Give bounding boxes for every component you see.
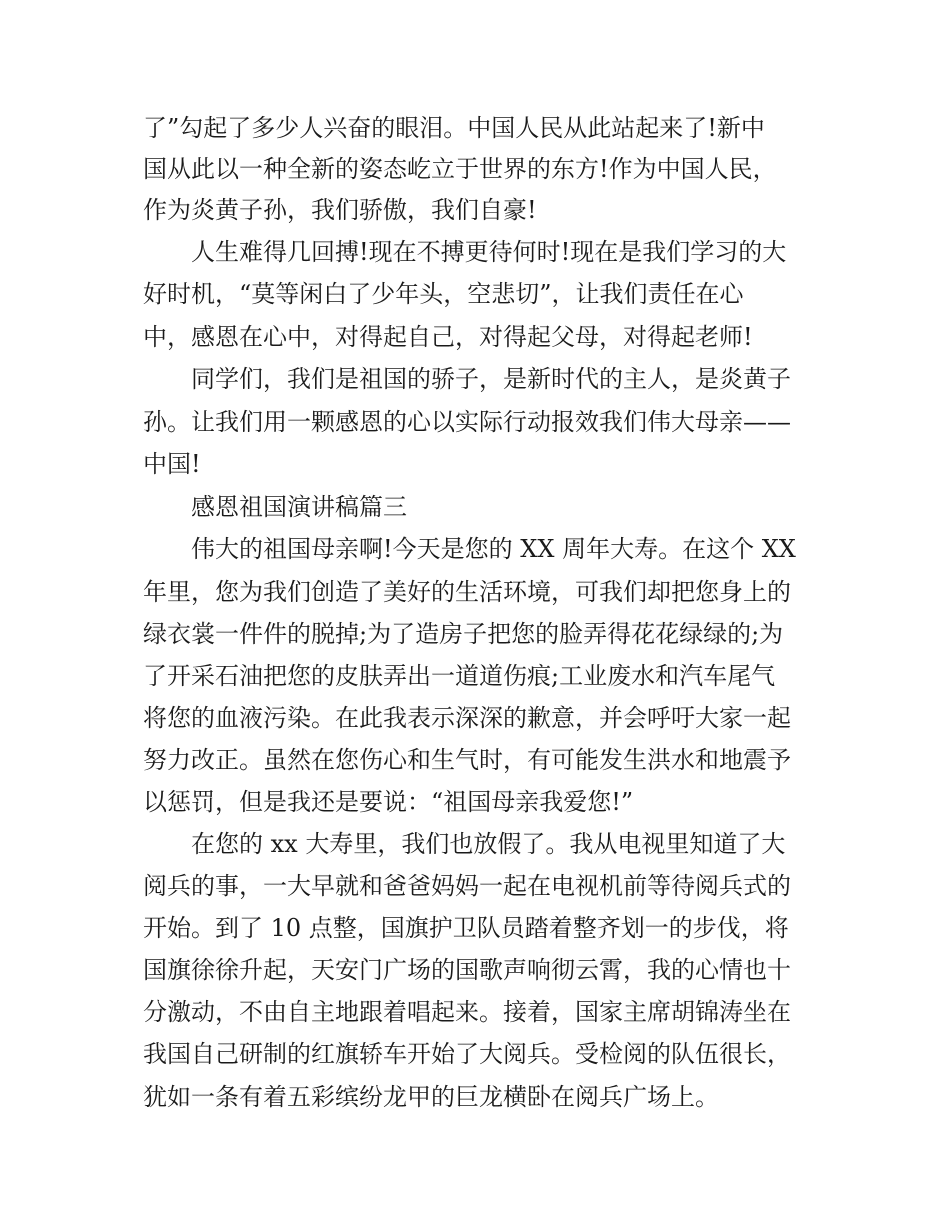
text-line: 国从此以一种全新的姿态屹立于世界的东方!作为中国人民， (143, 155, 777, 183)
text-line: 年里，您为我们创造了美好的生活环境，可我们却把您身上的 (143, 578, 791, 606)
text-line: 好时机，“莫等闲白了少年头，空悲切”，让我们责任在心 (143, 280, 744, 308)
text-line: 国旗徐徐升起，天安门广场的国歌声响彻云霄，我的心情也十 (143, 956, 791, 984)
text-line: 将您的血液污染。在此我表示深深的歉意，并会呼吁大家一起 (143, 704, 791, 732)
text-line: 作为炎黄子孙，我们骄傲，我们自豪! (143, 196, 537, 224)
text-line: 我国自己研制的红旗轿车开始了大阅兵。受检阅的队伍很长， (143, 1040, 791, 1068)
text-line: 中，感恩在心中，对得起自己，对得起父母，对得起老师! (143, 323, 753, 351)
text-line: 人生难得几回搏!现在不搏更待何时!现在是我们学习的大 (191, 238, 787, 266)
section-heading: 感恩祖国演讲稿篇三 (191, 493, 407, 521)
text-line: 中国! (143, 450, 201, 478)
text-line: 开始。到了 10 点整，国旗护卫队员踏着整齐划一的步伐，将 (143, 914, 789, 942)
text-line: 犹如一条有着五彩缤纷龙甲的巨龙横卧在阅兵广场上。 (143, 1083, 719, 1111)
text-line: 分激动，不由自主地跟着唱起来。接着，国家主席胡锦涛坐在 (143, 998, 791, 1026)
text-line: 努力改正。虽然在您伤心和生气时，有可能发生洪水和地震予 (143, 746, 791, 774)
text-line: 在您的 xx 大寿里，我们也放假了。我从电视里知道了大 (191, 830, 786, 858)
text-line: 了”勾起了多少人兴奋的眼泪。中国人民从此站起来了!新中 (143, 114, 765, 142)
text-line: 伟大的祖国母亲啊!今天是您的 XX 周年大寿。在这个 XX (191, 535, 796, 563)
text-line: 阅兵的事，一大早就和爸爸妈妈一起在电视机前等待阅兵式的 (143, 872, 791, 900)
text-line: 以惩罚，但是我还是要说：“祖国母亲我爱您!” (143, 788, 634, 816)
text-line: 孙。让我们用一颗感恩的心以实际行动报效我们伟大母亲—— (143, 408, 791, 436)
text-line: 了开采石油把您的皮肤弄出一道道伤痕;工业废水和汽车尾气 (143, 662, 776, 690)
text-line: 绿衣裳一件件的脱掉;为了造房子把您的脸弄得花花绿绿的;为 (143, 620, 784, 648)
text-line: 同学们，我们是祖国的骄子，是新时代的主人，是炎黄子 (191, 365, 791, 393)
